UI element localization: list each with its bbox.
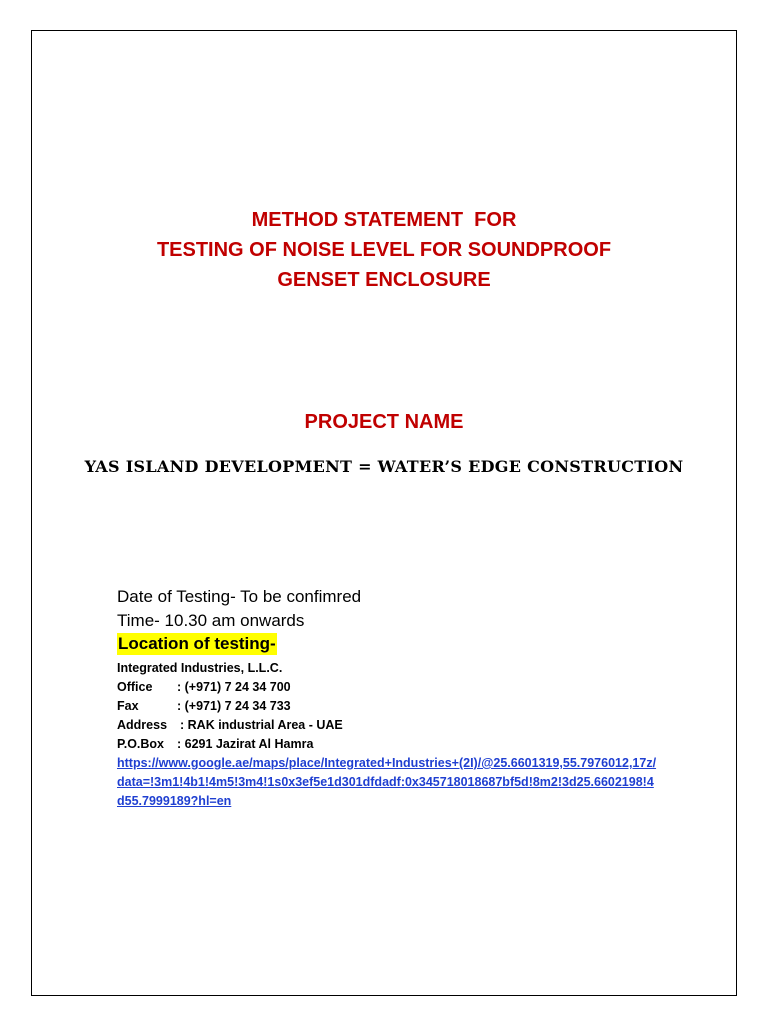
contact-label: Fax	[117, 699, 139, 713]
location-heading: Location of testing-	[118, 634, 276, 653]
contact-label: Office	[117, 680, 153, 694]
contact-details	[117, 659, 677, 754]
contact-value: : (+971) 7 24 34 700	[177, 680, 291, 694]
page-border	[31, 30, 737, 996]
contact-pobox	[117, 735, 677, 754]
contact-label: Address	[117, 718, 168, 732]
date-of-testing: Date of Testing- To be confimred	[117, 587, 362, 606]
title-line-3: GENSET ENCLOSURE	[277, 269, 491, 291]
title-line-1: METHOD STATEMENT FOR	[251, 209, 517, 231]
testing-time: Time- 10.30 am onwards	[117, 611, 305, 630]
contact-value: : 6291 Jazirat Al Hamra	[177, 737, 314, 751]
title-line-2: TESTING OF NOISE LEVEL FOR SOUNDPROOF	[156, 239, 612, 261]
contact-value: : RAK industrial Area - UAE	[180, 718, 343, 732]
project-heading: PROJECT NAME	[304, 411, 464, 433]
company-name: Integrated Industries, L.L.C.	[117, 661, 283, 675]
contact-label: P.O.Box	[117, 737, 165, 751]
map-link[interactable]: https://www.google.ae/maps/place/Integrated+Industries+(2I)/@25.6601319,55.7976012,17z/data=!3m1!4b1!4m5!3m4!1s0x3ef5e1d301dfdadf:0x345718018687bf5d!8m2!3d25.6602198!4d55.7999189?hl=en	[117, 756, 657, 808]
testing-info	[117, 585, 677, 811]
contact-fax	[117, 697, 677, 716]
location-heading-wrap	[117, 633, 677, 655]
contact-value: : (+971) 7 24 34 733	[177, 699, 291, 713]
contact-address	[117, 716, 677, 735]
document-title	[0, 205, 768, 295]
contact-office	[117, 678, 677, 697]
project-name: YAS ISLAND DEVELOPMENT = WATER’S EDGE CONSTRUCTION	[84, 457, 684, 476]
